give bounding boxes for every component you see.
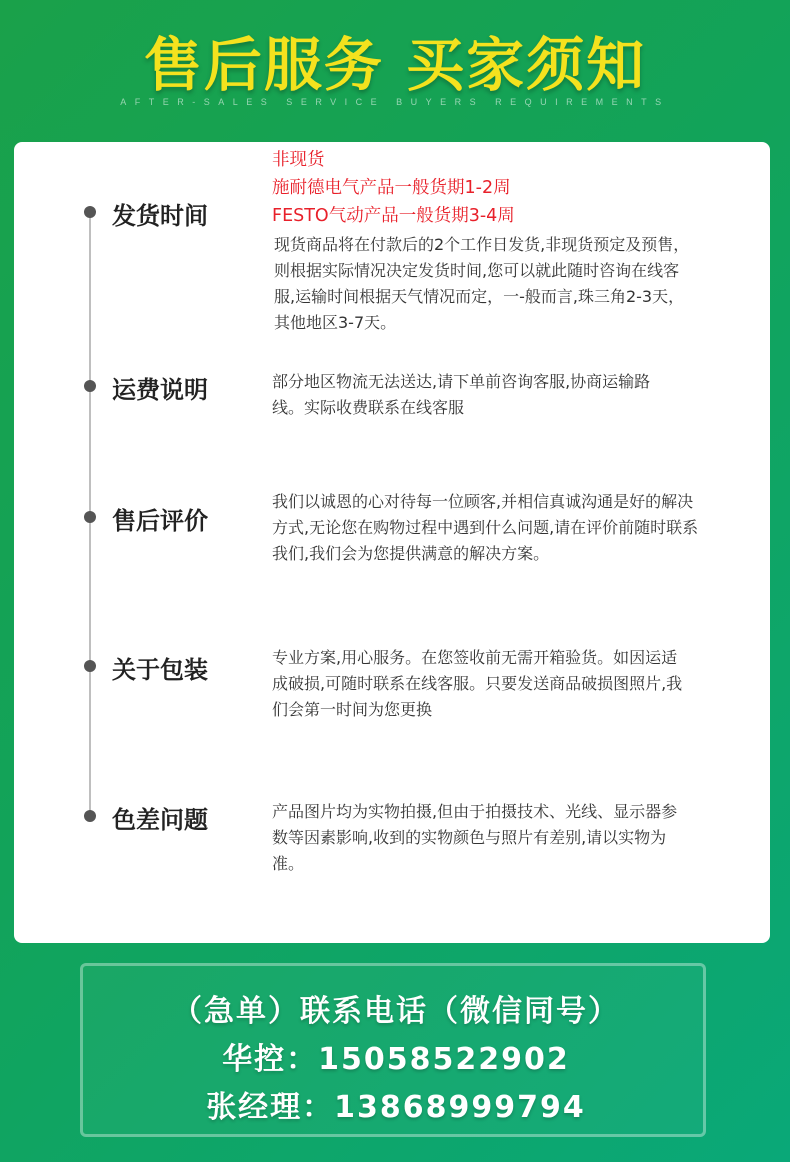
section-title-freight: 运费说明 — [112, 376, 208, 404]
note-line: 施耐德电气产品一般货期1-2周 — [272, 178, 511, 198]
timeline-dot — [84, 511, 96, 523]
section-text-review: 我们以诚恩的心对待每一位顾客,并相信真诚沟通是好的解决方式,无论您在购物过程中遇到什么问题,请在评价前随时联系我们,我们会为您提供满意的解决方案。 — [272, 492, 699, 563]
section-title-color-difference: 色差问题 — [112, 806, 208, 834]
section-text-shipping: 现货商品将在付款后的2个工作日发货,非现货预定及预售，则根据实际情况决定发货时间,您可以就此随时咨询在线客服,运输时间根据天气情况而定，一-般而言,珠三角2-3天，其他地区3-7天。 — [274, 235, 690, 332]
contact-phone-2: 张经理：13868999794 — [206, 1090, 586, 1125]
contact-phone-1: 华控：15058522902 — [222, 1042, 570, 1077]
contact-heading: （急单）联系电话（微信同号） — [172, 994, 620, 1029]
section-title-shipping: 发货时间 — [112, 202, 208, 230]
section-text-freight: 部分地区物流无法送达,请下单前咨询客服,协商运输路线。实际收费联系在线客服 — [272, 372, 651, 417]
timeline-dot — [84, 660, 96, 672]
section-title-review: 售后评价 — [112, 507, 208, 535]
timeline-dot — [84, 810, 96, 822]
timeline-dot — [84, 206, 96, 218]
note-line: FESTO气动产品一般货期3-4周 — [272, 206, 515, 226]
page-subtitle: AFTER-SALES SERVICE BUYERS REQUIREMENTS — [120, 97, 670, 107]
page-title: 售后服务 买家须知 — [143, 31, 647, 99]
info-card — [14, 142, 770, 943]
section-title-packaging: 关于包装 — [112, 656, 208, 684]
shipping-notes — [272, 146, 515, 230]
section-text-color-difference: 产品图片均为实物拍摄,但由于拍摄技术、光线、显示器参数等因素影响,收到的实物颜色与照片有差别,请以实物为准。 — [272, 802, 678, 873]
contact-box — [80, 963, 706, 1137]
timeline-dot — [84, 380, 96, 392]
section-text-packaging: 专业方案,用心服务。在您签收前无需开箱验货。如因运适成破损,可随时联系在线客服。只要发送商品破损图照片,我们会第一时间为您更换 — [272, 648, 683, 719]
note-line: 非现货 — [272, 150, 325, 170]
